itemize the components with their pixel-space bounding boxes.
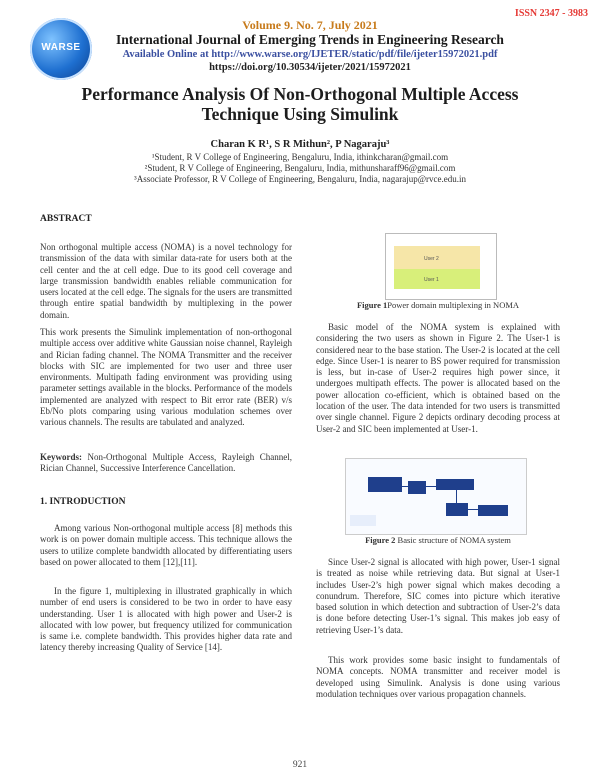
block-user-data xyxy=(368,477,402,492)
block-decoder xyxy=(478,505,508,516)
warse-logo xyxy=(30,18,92,80)
figure-2-caption-label: Figure 2 xyxy=(365,535,396,545)
intro-paragraph-2: In the figure 1, multiplexing in illustrated graphically in which number of end users is considered to be two in order to have easy understanding. User 1 is allocated with high power and User-2 is allocated with low power, but frequency utilized for communication is same i.e. complete bandwidth. This provides higher data rate and latency thereby increasing Quality of Service [14]. xyxy=(40,586,292,653)
block-input xyxy=(350,515,376,526)
figure-2-caption xyxy=(316,535,560,545)
connector-1 xyxy=(402,486,408,487)
band-label-user-2: User 2 xyxy=(424,256,439,262)
page-number: 921 xyxy=(292,760,308,770)
band-label-user-1: User 1 xyxy=(424,277,439,283)
logo-text: WARSE xyxy=(41,42,81,53)
abstract-heading: ABSTRACT xyxy=(40,214,92,224)
right-paragraph-3: This work provides some basic insight to fundamentals of NOMA concepts. NOMA transmitter and receiver model is developed using Simulink. Analysis is done using various modulation techniques over various propagation channels. xyxy=(316,655,560,699)
introduction-heading: 1. INTRODUCTION xyxy=(40,497,126,507)
figure-1-caption-text: Power domain multiplexing in NOMA xyxy=(387,300,520,310)
abstract-paragraph-2: This work presents the Simulink implementation of non-orthogonal multiple access over additive white Gaussian noise channel, Rayleigh and Rician fading channel. The NOMA Transmitter and the receiver blocks with SIC are implemented for two user and three user environments. Multipath fading environment was providing using parameter settings available in the blocks. Performance of the models implemented are analyzed with respect to Bit error rate (BER) v/s Eb/No plots comparing using various modulation schemes over various channels. The results are tabulated and analyzed. xyxy=(40,327,292,428)
figure-2-caption-text: Basic structure of NOMA system xyxy=(395,535,511,545)
paper-title xyxy=(40,84,560,124)
keywords-label: Keywords: xyxy=(40,452,82,462)
figure-1-caption xyxy=(316,300,560,310)
affiliation-3: ³Associate Professor, R V College of Engineering, Bengaluru, India, nagarajup@rvce.edu.in xyxy=(134,174,466,184)
journal-title: International Journal of Emerging Trends in Engineering Research xyxy=(116,32,504,47)
keywords-text: Non-Orthogonal Multiple Access, Rayleigh Channel, Rician Channel, Successive Interference Cancellation. xyxy=(40,452,292,474)
figure-1-caption-label: Figure 1 xyxy=(356,300,388,310)
title-line-2: Technique Using Simulink xyxy=(201,104,399,124)
affiliation-2: ²Student, R V College of Engineering, Bengaluru, India, mithunsharaff96@gmail.com xyxy=(144,163,456,173)
connector-4 xyxy=(456,490,457,503)
figure-2-image xyxy=(345,458,527,535)
online-link[interactable]: Available Online at http://www.warse.org/IJETER/static/pdf/file/ijeter15972021.pdf xyxy=(122,49,498,60)
title-line-1: Performance Analysis Of Non-Orthogonal Multiple Access xyxy=(81,84,519,104)
authors: Charan K R¹, S R Mithun², P Nagaraju³ xyxy=(210,139,390,150)
block-channel xyxy=(436,479,474,490)
connector-3 xyxy=(468,509,478,510)
figure-1-image xyxy=(385,233,497,300)
affiliation-1: ¹Student, R V College of Engineering, Bengaluru, India, ithinkcharan@gmail.com xyxy=(151,152,449,162)
right-paragraph-2: Since User-2 signal is allocated with high power, User-1 signal is treated as noise while retrieving data. But signal at User-1 includes User-2’s high power signal which makes decoding a conundrum. Therefore, SIC comes into picture which iterative based solution in which detection and subtraction of User-2’s data is done before detecting User-1’s signal. This makes job easy of retrieving User-1’s data. xyxy=(316,557,560,635)
right-paragraph-1: Basic model of the NOMA system is explained with considering the two users as shown in Figure 2. The User-1 is considered near to the base station. The User-2 is located at the cell edge. Since User-1 is nearer to BS power required for transmission is less, but in-case of User-2 requires high power since, it undergoes multipath effects. The power is allocated based on the power allocation co-efficient, which is obtained based on the location of the user. The data intended for two users is transmitted over single channel. Figure 2 depicts ordinary decoding process at User-2 and SIC been implemented at User-1. xyxy=(316,322,560,434)
keywords xyxy=(40,452,292,475)
issn-label: ISSN 2347 - 3983 xyxy=(514,8,588,19)
volume-line: Volume 9. No. 7, July 2021 xyxy=(242,18,378,32)
block-sic xyxy=(446,503,468,516)
intro-paragraph-1: Among various Non-orthogonal multiple access [8] methods this work is on power domain multiple access. This technique allows the users to utilize complete bandwidth allocated by differentiating users based on power allocated to them [12],[11]. xyxy=(40,523,292,567)
doi-link[interactable]: https://doi.org/10.30534/ijeter/2021/15972021 xyxy=(209,62,411,73)
connector-2 xyxy=(426,486,436,487)
block-modulator xyxy=(408,481,426,494)
abstract-paragraph-1: Non orthogonal multiple access (NOMA) is a novel technology for transmission of the data with similar data-rate for users both at the cell center and the at cell edge. Due to its good cell coverage and large transmission bandwidth enables reliable communication for users located at the cell edge. The signals for the users are transmitted through entire spatial bandwidth by multiplexing in the power domain. xyxy=(40,242,292,320)
